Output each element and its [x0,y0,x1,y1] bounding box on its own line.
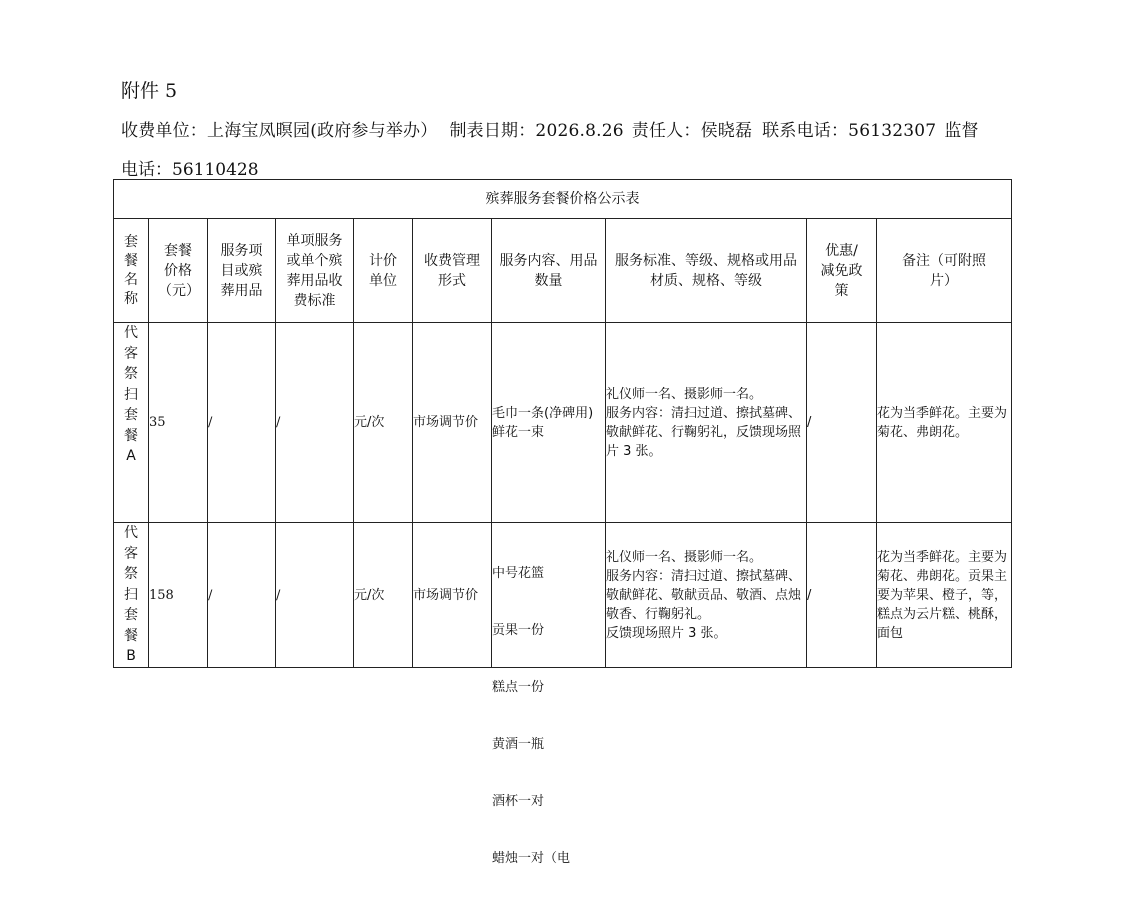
discount-policy: / [807,523,877,668]
col-unit-standard: 单项服务或单个殡葬用品收费标准 [276,219,354,323]
package-price: 158 [149,523,208,668]
discount-policy: / [807,323,877,523]
table-date: 制表日期：2026.8.26 [449,121,624,141]
col-pricing-unit: 计价单位 [354,219,413,323]
attachment-label: 附件 5 [121,80,178,102]
table-row [114,323,1012,523]
service-standard: 礼仪师一名、摄影师一名。 服务内容：清扫过道、擦拭墓碑、 敬献鲜花、行鞠躬礼，反馈现场照片 3 张。 [606,323,807,523]
package-name: 代客祭扫套餐A [114,323,149,523]
col-discount-policy: 优惠/减免政策 [807,219,877,323]
table-row [114,523,1012,668]
header-info-line [121,116,979,141]
pricing-unit: 元/次 [354,523,413,668]
table-header-row [114,219,1012,323]
service-item: / [208,523,276,668]
service-standard: 礼仪师一名、摄影师一名。 服务内容：清扫过道、擦拭墓碑、敬献鲜花、敬献贡品、敬酒、点烛敬香、行鞠躬礼。 反馈现场照片 3 张。 [606,523,807,668]
pricing-unit: 元/次 [354,323,413,523]
remark: 花为当季鲜花。主要为菊花、弗朗花。贡果主要为苹果、橙子，等，糕点为云片糕、桃酥，面包 [877,523,1012,668]
supervise-phone: 电话：56110428 [121,160,259,180]
col-remark: 备注（可附照片） [877,219,1012,323]
service-content: 毛巾一条(净碑用) 鲜花一束 [492,323,606,523]
price-table [113,179,1012,866]
fee-mgmt: 市场调节价 [413,323,492,523]
fee-unit: 收费单位：上海宝凤暝园(政府参与举办） [121,121,438,141]
contact-phone: 联系电话：56132307 [762,121,937,141]
remark: 花为当季鲜花。主要为菊花、弗朗花。 [877,323,1012,523]
unit-standard: / [276,323,354,523]
package-name: 代客祭扫套餐B [114,523,149,668]
unit-standard: / [276,523,354,668]
col-package-name: 套餐名称 [114,219,149,323]
col-service-standard: 服务标准、等级、规格或用品材质、规格、等级 [606,219,807,323]
col-package-price: 套餐价格（元） [149,219,208,323]
table-title: 殡葬服务套餐价格公示表 [114,180,1012,219]
service-content: 中号花篮 贡果一份 糕点一份 黄酒一瓶 酒杯一对 蜡烛一对（电 [492,523,606,668]
fee-mgmt: 市场调节价 [413,523,492,668]
responsible-person: 责任人：侯晓磊 [631,121,753,141]
col-fee-mgmt: 收费管理形式 [413,219,492,323]
col-service-item: 服务项目或殡葬用品 [208,219,276,323]
service-item: / [208,323,276,523]
col-service-content: 服务内容、用品数量 [492,219,606,323]
package-price: 35 [149,323,208,523]
supervise-prefix: 监督 [944,121,979,141]
